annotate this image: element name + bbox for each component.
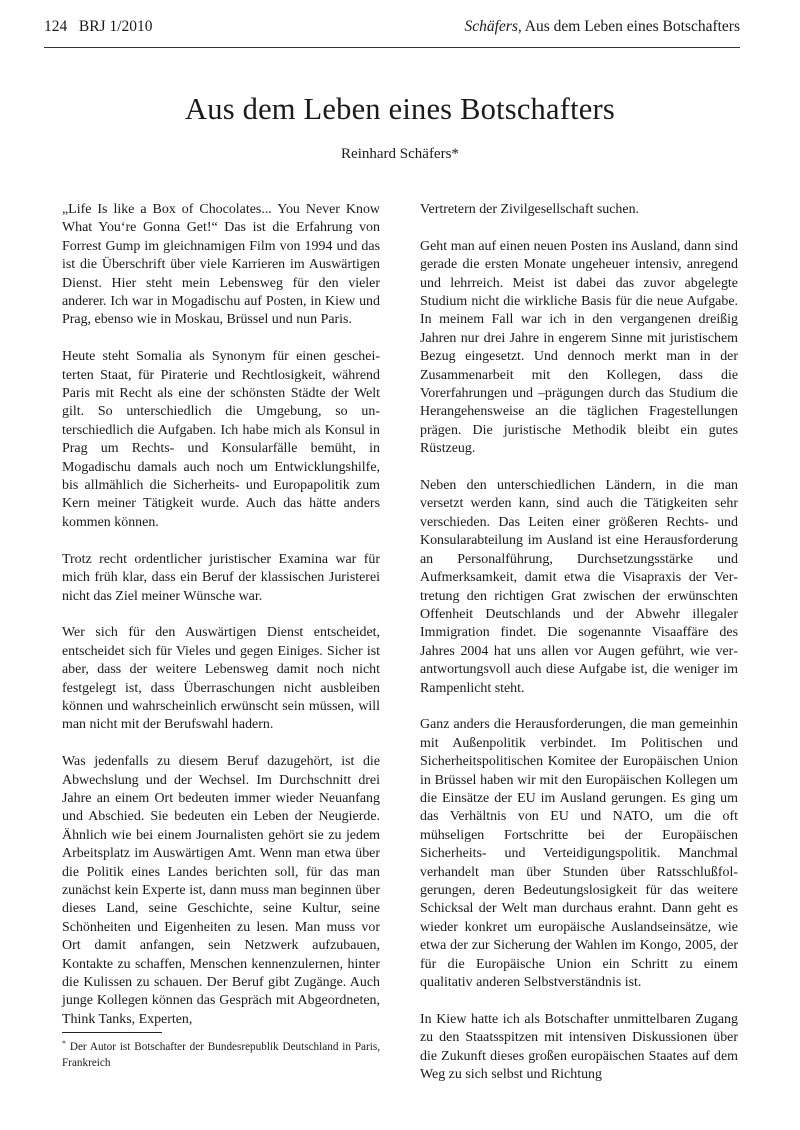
paragraph: Vertretern der Zivilgesellschaft suchen.: [420, 202, 640, 217]
paragraph: Heute steht Somalia als Synonym für einen gescheiterten Staat, für Piraterie und Rechtlosigkeit, während Paris mit Recht als eine der schönsten Städte der Welt gilt. So unterschiedlich die Umgebung, so unterschiedlich die Aufgaben. Ich habe mich als Konsul in Prag um Rechts- und Konsularfälle bemüht, in Mogadischu damals auch noch um Entwicklungshilfe, bis allmählich die Sicherheits- und Europapolitik zum Kern meiner Tätigkeit wurde. Auch das hätte anders kommen können.: [62, 349, 380, 530]
paragraph: Wer sich für den Auswärtigen Dienst entscheidet, entscheidet sich für Vieles und gegen Einiges. Sicher ist aber, dass der weitere Lebensweg damit noch nicht festgelegt ist, dass Überraschungen nicht ausbleiben können und wahrscheinlich erwünscht sein müssen, will man nicht mit der Berufswahl hadern.: [62, 625, 380, 733]
running-title: Aus dem Leben eines Botschafters: [524, 18, 740, 35]
right-column: [420, 201, 738, 1084]
paragraph: Geht man auf einen neuen Posten ins Ausland, dann sind gerade die ersten Monate ungeheuer intensiv, anregend und lehrreich. Meist ist dabei das zuvor abgelegte Studium nicht die wirkliche Basis für die neue Aufgabe. In meinem Fall war ich in den vergangenen dreißig Jahren nur drei Jahre in engerem Sinne mit juristischem Bezug eingesetzt. Und dennoch merkt man in der Zusammenarbeit mit den Kollegen, dass die Vorerfahrungen und –prägungen durch das Studium die Herangehensweise an die täglichen Fragestellungen prägen. Die juristische Methodik bleibt ein gutes Rüstzeug.: [420, 238, 738, 457]
left-column: [62, 201, 380, 1029]
header-rule: [44, 47, 740, 48]
paragraph: Trotz recht ordentlicher juristischer Examina war für mich früh klar, dass ein Beruf der klassischen Juristerei nicht das Ziel meiner Wünsche war.: [62, 551, 380, 604]
footnote: [62, 1036, 380, 1071]
paragraph: „Life Is like a Box of Chocolates... You Never Know What You‘re Gonna Get!“ Das ist die Erfahrung von Forrest Gump im gleichnamigen Film von 1994 und das ist die Überschrift über viele Karrieren im Auswärtigen Dienst. Hier steht mein Lebensweg für den vieler anderer. Ich war in Mogadischu auf Posten, in Kiew und Prag, ebenso wie in Moskau, Brüssel und nun Paris.: [62, 202, 380, 328]
paragraph: Was jedenfalls zu diesem Beruf dazugehört, ist die Abwechslung und der Wechsel. Im Durchschnitt drei Jahre an einem Ort bedeuten immer wieder Neuanfang und Abschied. Sie bedeuten ein Leben der Neugierde. Ähnlich wie bei einem Journalisten gehört sie zu jedem Arbeitsplatz im Auswärtigen Amt. Wenn man etwa über die Politik eines Landes berichten soll, für das man zunächst kein Experte ist, dann muss man beginnen über dieses Land, seine Geschichte, seine Kultur, seine Schönheiten und Eigenheiten zu lesen. Man muss vor Ort damit anfangen, sein Netzwerk aufzubauen, Kontakte zu schaffen, Menschen kennenzulernen, hinter die Kulissen zu schauen. Der Beruf gibt Zugänge. Auch junge Kollegen können das Gespräch mit Abgeordneten, Think Tanks, Experten,: [62, 754, 380, 1027]
page-number: 124: [44, 18, 68, 35]
header-right: [464, 18, 740, 36]
paragraph: In Kiew hatte ich als Botschafter unmittelbaren Zugang zu den Staatsspitzen mit intensiven Diskussionen über die Zukunft dieses großen europäischen Staates auf dem Weg zu sich selbst und Richtung: [420, 1011, 738, 1083]
footnote-text: Der Autor ist Botschafter der Bundesrepublik Deutschland in Paris, Frankreich: [62, 1041, 380, 1069]
journal-issue: BRJ 1/2010: [78, 18, 153, 35]
footnote-rule: [62, 1032, 162, 1033]
header-left: [44, 18, 153, 36]
running-header: [44, 18, 740, 42]
paragraph: Ganz anders die Herausforderungen, die man gemeinhin mit Außenpolitik verbindet. Im Politischen und Sicherheitspolitischen Komitee der Europäischen Union in Brüssel haben wir mit den Europäischen Kollegen um die Einsätze der EU im Ausland gerungen. Es ging um das Verhältnis von EU und NATO, um die oft mühseligen Fortschritte bei der Europäischen Sicherheits- und Verteidigungspolitik. Manchmal verhandelt man über Stunden über Ratsschlußfolgerungen, deren Bedeutungslosigkeit für das weitere Schicksal der Welt man durchaus erahnt. Dann geht es wieder konkret um europäische Auslandseinsätze, wie etwa der zur Sicherung der Wahlen im Kongo, 2005, der für die Europäische Union ein Schritt zu einem qualitativ anderen Selbstverständnis ist.: [420, 717, 738, 991]
article-title: Aus dem Leben eines Botschafters: [185, 92, 615, 126]
header-author: Schäfers,: [464, 18, 522, 35]
footnote-marker: *: [62, 1039, 66, 1048]
paragraph: Neben den unterschiedlichen Ländern, in die man versetzt werden kann, sind auch die Tätigkeiten sehr verschieden. Das Leiten einer größeren Rechts- und Konsularabteilung im Ausland ist eine Herausforderung an Personalführung, Durchsetzungsstärke und Aufmerksamkeit, damit etwa die Visapraxis der Vertretung den richtigen Grat zwischen der erwünschten Offenheit Deutschlands und der Abwehr illegaler Immigration findet. Die sogenannte Visaaffäre des Jahres 2004 hat uns allen vor Augen geführt, wie verantwortungsvoll auch diese Aufgabe ist, die weniger im Rampenlicht steht.: [420, 478, 738, 696]
article-author: Reinhard Schäfers*: [341, 146, 459, 162]
